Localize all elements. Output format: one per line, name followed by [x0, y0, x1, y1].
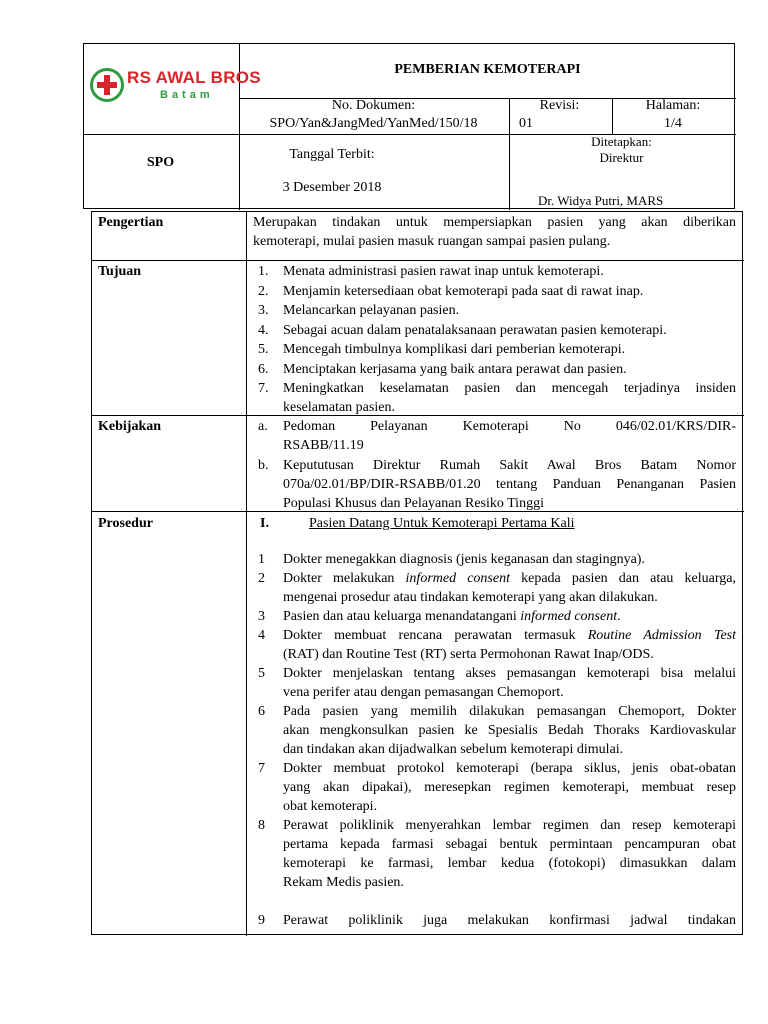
tujuan-item-number: 7.: [258, 381, 269, 396]
ditetapkan-label: Ditetapkan:: [591, 134, 652, 149]
tujuan-item-text: Menjamin ketersediaan obat kemoterapi pada saat di rawat inap.: [283, 283, 644, 299]
doc-no-label: No. Dokumen:: [331, 98, 416, 113]
label-tujuan: Tujuan: [98, 264, 142, 279]
kebijakan-item-text: Populasi Khusus dan Pelayanan Resiko Tinggi: [283, 495, 544, 511]
prosedur-step-text: obat kemoterapi.: [283, 799, 378, 814]
kebijakan-item-text: 070a/02.01/BP/DIR-RSABB/01.20 tentang Panduan Penanganan Pasien: [283, 476, 736, 492]
halaman-label: Halaman:: [645, 98, 701, 113]
label-pengertian: Pengertian: [98, 215, 164, 230]
prosedur-step-text: dan tindakan akan dijadwalkan sebelum kemoterapi dimulai.: [283, 742, 624, 757]
pengertian-line: Merupakan tindakan untuk mempersiapkan pasien yang akan diberikan: [253, 215, 736, 230]
prosedur-step-number: 7: [258, 761, 265, 776]
tanggal-value: 3 Desember 2018: [282, 180, 382, 195]
prosedur-step-number: 1: [258, 552, 265, 567]
prosedur-step-text: pertama kepada farmasi sebagai bentuk permintaan pencampuran obat: [283, 837, 736, 852]
prosedur-step-text: Dokter menegakkan diagnosis (jenis keganasan dan stagingnya).: [283, 552, 645, 567]
prosedur-step-text: Dokter melakukan informed consent kepada pasien dan atau keluarga,: [283, 571, 736, 586]
prosedur-step-number: 9: [258, 913, 265, 928]
cross-icon: [90, 68, 124, 102]
doc-no-value: SPO/Yan&JangMed/YanMed/150/18: [269, 116, 478, 131]
revisi-value: 01: [519, 116, 533, 131]
prosedur-step-number: 4: [258, 628, 265, 643]
pengertian-text: [253, 213, 736, 251]
spo-label: SPO: [146, 155, 175, 170]
ditetapkan-name: Dr. Widya Putri, MARS: [538, 193, 664, 208]
prosedur-heading: Pasien Datang Untuk Kemoterapi Pertama Kali: [309, 516, 575, 531]
tujuan-item-text: Menata administrasi pasien rawat inap untuk kemoterapi.: [283, 264, 604, 279]
prosedur-step-number: 6: [258, 704, 265, 719]
tujuan-item-number: 5.: [258, 342, 269, 357]
prosedur-step-text: kemoterapi ke farmasi, lembar kedua (fotokopi) dimasukkan dalam: [283, 856, 736, 871]
tanggal-label: Tanggal Terbit:: [289, 147, 375, 162]
prosedur-heading-num: I.: [260, 516, 269, 531]
prosedur-step-number: 2: [258, 571, 265, 586]
prosedur-step-text: akan mengkonsulkan pasien ke Spesialis Bedah Thoraks Kardiovaskular: [283, 723, 736, 738]
tujuan-item-number: 6.: [258, 361, 269, 377]
prosedur-step-text: mengenai prosedur atau tindakan kemoterapi yang akan dilakukan.: [283, 590, 658, 605]
tujuan-item-number: 1.: [258, 264, 269, 279]
label-kebijakan: Kebijakan: [98, 419, 162, 434]
prosedur-step-text: Pasien dan atau keluarga menandatangani informed consent.: [283, 609, 621, 624]
tujuan-item-text: Melancarkan pelayanan pasien.: [283, 303, 460, 318]
tujuan-item-text: keselamatan pasien.: [283, 400, 395, 415]
tujuan-item-number: 4.: [258, 322, 269, 338]
prosedur-step-text: Perawat poliklinik menyerahkan lembar regimen dan resep kemoterapi: [283, 818, 736, 833]
prosedur-step-text: vena perifer atau dengan pemasangan Chemoport.: [283, 685, 564, 700]
kebijakan-item-number: a.: [258, 419, 268, 434]
tujuan-item-text: Mencegah timbulnya komplikasi dari pemberian kemoterapi.: [283, 342, 626, 357]
logo-sub: Batam: [160, 89, 214, 101]
prosedur-step-text: Dokter membuat rencana perawatan termasuk Routine Admission Test: [283, 628, 736, 643]
label-prosedur: Prosedur: [98, 516, 153, 531]
prosedur-step-text: Pada pasien yang memilih dilakukan pemasangan Chemoport, Dokter: [283, 704, 736, 719]
halaman-value: 1/4: [664, 116, 682, 131]
hospital-logo: [90, 66, 261, 106]
kebijakan-item-number: b.: [258, 457, 269, 473]
prosedur-step-text: (RAT) dan Routine Test (RT) serta Permohonan Rawat Inap/ODS.: [283, 647, 654, 662]
kebijakan-item-text: Kepututusan Direktur Rumah Sakit Awal Bros Batam Nomor: [283, 457, 736, 473]
prosedur-step-text: Dokter membuat protokol kemoterapi (berapa siklus, jenis obat-obatan: [283, 761, 736, 776]
document-title: PEMBERIAN KEMOTERAPI: [394, 62, 581, 77]
tujuan-item-number: 3.: [258, 303, 269, 318]
tujuan-item-number: 2.: [258, 283, 269, 299]
prosedur-step-number: 5: [258, 666, 265, 681]
tujuan-item-text: Meningkatkan keselamatan pasien dan mencegah terjadinya insiden: [283, 381, 736, 396]
prosedur-step-number: 3: [258, 609, 265, 624]
prosedur-step-text: Rekam Medis pasien.: [283, 875, 404, 890]
tujuan-item-text: Menciptakan kerjasama yang baik antara perawat dan pasien.: [283, 361, 627, 377]
prosedur-step-text: Dokter menjelaskan tentang akses pemasangan kemoterapi bisa melalui: [283, 666, 736, 681]
revisi-label: Revisi:: [539, 98, 580, 113]
tujuan-item-text: Sebagai acuan dalam penatalaksanaan perawatan pasien kemoterapi.: [283, 322, 667, 338]
prosedur-step-number: 8: [258, 818, 265, 833]
logo-name: RS AWAL BROS: [127, 68, 261, 87]
kebijakan-item-text: Pedoman Pelayanan Kemoterapi No 046/02.01/KRS/DIR-: [283, 419, 736, 434]
prosedur-step-text: Perawat poliklinik juga melakukan konfirmasi jadwal tindakan: [283, 913, 736, 928]
pengertian-line: kemoterapi, mulai pasien masuk ruangan sampai pasien pulang.: [253, 234, 611, 249]
prosedur-step-text: yang akan dipakai), meresepkan regimen kemoterapi, membuat resep: [283, 780, 736, 795]
ditetapkan-role: Direktur: [599, 150, 644, 165]
kebijakan-item-text: RSABB/11.19: [283, 438, 364, 453]
